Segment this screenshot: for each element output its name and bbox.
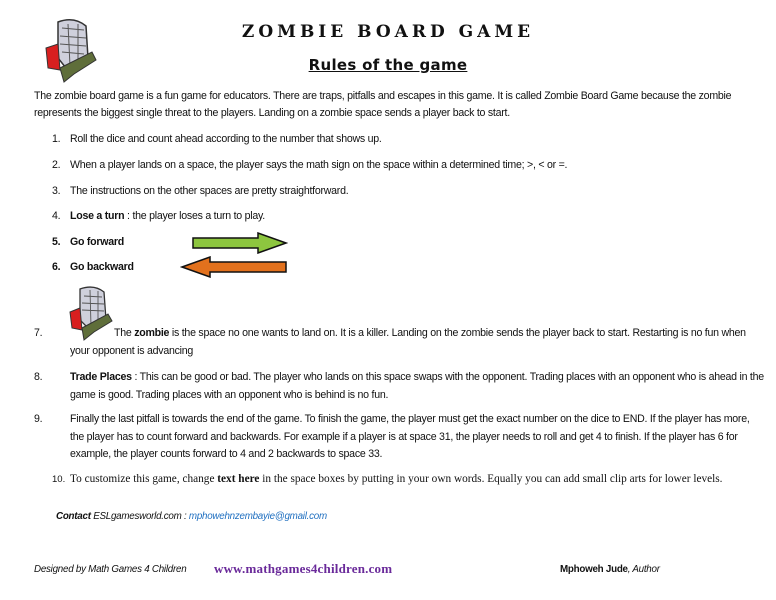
- footer-website-link[interactable]: www.mathgames4children.com: [214, 561, 393, 576]
- rule-item-1: 1. Roll the dice and count ahead according to the number that shows up.: [52, 133, 382, 145]
- contact-email-link[interactable]: mphowehnzembayie@gmail.com: [188, 511, 327, 522]
- rule-item-2: 2. When a player lands on a space, the player says the math sign on the space within a determined time; >, < or =.: [52, 159, 568, 171]
- rule-item-10: 10. To customize this game, change text here in the space boxes by putting in your own words. Equally you can add small clip arts for lower levels.: [52, 473, 723, 485]
- page-title: ZOMBIE BOARD GAME: [241, 22, 535, 42]
- backward-arrow-icon: [180, 256, 288, 278]
- footer-designed-by: Designed by Math Games 4 Children: [34, 564, 187, 575]
- rule-item-8: 8. Trade Places : This can be good or bad. The player who lands on this space swaps with the opponent. Trading places with an opponent who is ahead in the game is good. Trading places with an opponent who is behind is no fun.: [34, 371, 764, 401]
- contact-line: Contact ESLgamesworld.com : mphowehnzembayie@gmail.com: [56, 511, 327, 522]
- rule-item-4: 4. Lose a turn : the player loses a turn to play.: [52, 210, 265, 222]
- rule-item-6: 6. Go backward: [52, 261, 134, 273]
- rule-item-3: 3. The instructions on the other spaces are pretty straightforward.: [52, 185, 349, 197]
- intro-paragraph: The zombie board game is a fun game for educators. There are traps, pitfalls and escapes in this game. It is called Zombie Board Game because the zombie represents the biggest single threat to the players. Landing on a zombie space sends a player back to start.: [34, 90, 732, 119]
- page-subtitle: Rules of the game: [308, 56, 468, 74]
- rule-item-9: 9. Finally the last pitfall is towards the end of the game. To finish the game, the player must get the exact number on the dice to END. If the player has more, the player has to count forward and backwards. For example if a player is at space 31, the player needs to roll and get 4 to finish. If the player has 6 for example, the player counts forward to 4 and 2 backwards to space 33.: [34, 413, 750, 460]
- rule-item-5: 5. Go forward: [52, 236, 125, 248]
- rule-number: 10.: [52, 474, 66, 485]
- rule-item-7: 7. The zombie is the space no one wants to land on. It is a killer. Landing on the zombie sends the player back to start. Restarting is no fun when your opponent is advancing: [34, 327, 746, 357]
- forward-arrow-icon: [192, 232, 288, 254]
- footer-author: Mphoweh Jude, Author: [560, 564, 660, 575]
